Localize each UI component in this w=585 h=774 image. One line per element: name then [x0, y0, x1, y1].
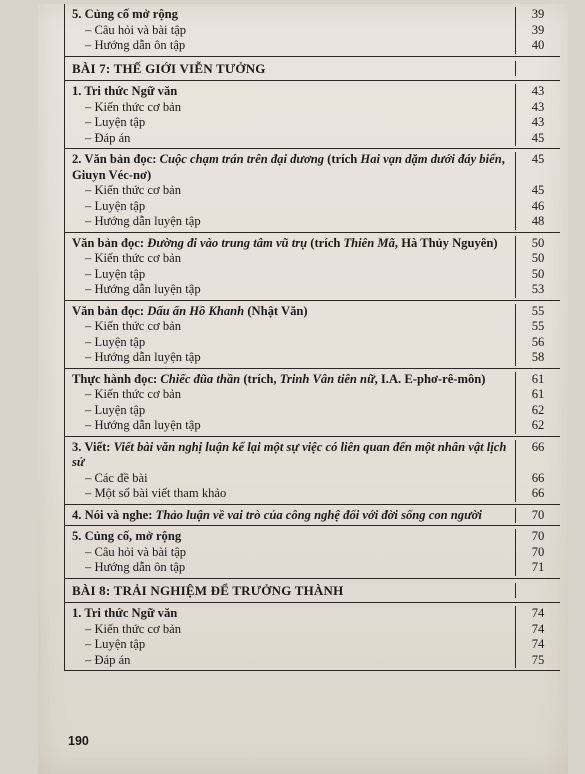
toc-section — [65, 603, 560, 671]
page-ref: 61 — [515, 372, 560, 388]
title-segment: , Giuyn Véc-nơ) — [72, 152, 505, 182]
toc-subitem — [65, 100, 560, 116]
toc-entry — [65, 372, 560, 388]
toc-subitem — [65, 653, 560, 669]
page-ref: 55 — [515, 304, 560, 320]
toc-section — [65, 437, 560, 505]
subitem-page-ref: 39 — [515, 23, 560, 39]
subitem-label: – Luyện tập — [85, 198, 146, 213]
toc-subitem — [65, 418, 560, 434]
title-segment: 4. Nói và nghe: — [72, 507, 156, 522]
subitem-label: – Luyện tập — [85, 115, 146, 129]
subitem-page-ref: 74 — [515, 622, 560, 638]
toc-section — [65, 81, 560, 149]
toc-entry — [65, 508, 560, 524]
toc-entry-title — [65, 529, 515, 545]
toc-entry-title — [65, 508, 515, 524]
subitem-label: – Kiến thức cơ bản — [85, 99, 182, 114]
toc-entry — [65, 583, 560, 599]
subitem-label: – Luyện tập — [85, 334, 146, 349]
toc-entry — [65, 61, 560, 77]
subitem-page-ref: 75 — [515, 653, 560, 669]
toc-entry-title — [65, 236, 515, 252]
subitem-label: – Kiến thức cơ bản — [85, 183, 182, 197]
toc-entry — [65, 304, 560, 320]
page-ref: 50 — [515, 236, 560, 252]
subitem-label: – Hướng dẫn luyện tập — [85, 418, 201, 432]
subitem-page-ref: 56 — [515, 335, 560, 351]
subitem-page-ref: 61 — [515, 387, 560, 403]
subitem-page-ref: 71 — [515, 560, 560, 576]
toc-entry — [65, 529, 560, 545]
toc-section — [65, 369, 560, 437]
title-segment: Trinh Vân tiên nữ — [279, 371, 375, 386]
toc-entry — [65, 606, 560, 622]
toc-subitem — [65, 403, 560, 419]
title-segment: Chiếc đũa thần — [160, 371, 241, 386]
subitem-label: – Hướng dẫn ôn tập — [85, 560, 186, 574]
toc-section — [65, 4, 560, 57]
subitem-page-ref: 43 — [515, 115, 560, 131]
toc-section — [65, 301, 560, 369]
toc-subitem — [65, 622, 560, 638]
subitem-page-ref: 45 — [515, 131, 560, 147]
subitem-page-ref: 74 — [515, 637, 560, 653]
subitem-label: – Kiến thức cơ bản — [85, 251, 182, 265]
toc-section — [65, 149, 560, 233]
toc-entry-title — [65, 7, 515, 23]
subitem-page-ref: 45 — [515, 183, 560, 199]
toc-subitem — [65, 387, 560, 403]
lesson-heading — [65, 579, 560, 604]
toc-subitem — [65, 183, 560, 199]
toc-entry-title — [65, 61, 515, 77]
subitem-label: – Hướng dẫn luyện tập — [85, 350, 201, 364]
subitem-label: – Kiến thức cơ bản — [85, 319, 182, 333]
table-of-contents — [64, 4, 560, 671]
page-ref: 39 — [515, 7, 560, 23]
subitem-label: – Các đề bài — [85, 470, 148, 485]
page-ref: 70 — [515, 508, 560, 524]
title-segment: 1. Tri thức Ngữ văn — [72, 606, 178, 620]
title-segment: (trích — [307, 235, 344, 250]
subitem-label: – Đáp án — [85, 652, 131, 667]
subitem-page-ref: 66 — [515, 486, 560, 502]
title-segment: BÀI 7: THẾ GIỚI VIỄN TƯỞNG — [72, 60, 266, 76]
subitem-page-ref: 58 — [515, 350, 560, 366]
toc-subitem — [65, 282, 560, 298]
toc-entry-title — [65, 372, 515, 388]
toc-entry — [65, 7, 560, 23]
subitem-label: – Câu hỏi và bài tập — [85, 22, 187, 37]
subitem-label: – Hướng dẫn luyện tập — [85, 214, 201, 228]
toc-entry — [65, 236, 560, 252]
subitem-page-ref: 62 — [515, 403, 560, 419]
title-segment: 1. Tri thức Ngữ văn — [72, 84, 178, 98]
book-page — [38, 4, 568, 774]
page-ref: 45 — [515, 152, 560, 183]
subitem-label: – Câu hỏi và bài tập — [85, 544, 187, 559]
toc-entry-title — [65, 152, 515, 183]
title-segment: Đường đi vào trung tâm vũ trụ — [147, 235, 308, 250]
toc-entry — [65, 152, 560, 183]
toc-entry — [65, 84, 560, 100]
subitem-page-ref: 66 — [515, 471, 560, 487]
toc-subitem — [65, 38, 560, 54]
title-segment: Văn bản đọc: — [72, 303, 148, 318]
toc-subitem — [65, 267, 560, 283]
toc-subitem — [65, 637, 560, 653]
subitem-label: – Luyện tập — [85, 402, 146, 417]
title-segment: Thực hành đọc: — [72, 371, 161, 386]
page-ref: 43 — [515, 84, 560, 100]
page-ref — [515, 61, 560, 77]
toc-subitem — [65, 545, 560, 561]
toc-entry-title — [65, 606, 515, 622]
toc-subitem — [65, 560, 560, 576]
toc-entry-title — [65, 304, 515, 320]
toc-entry-title — [65, 583, 515, 599]
toc-subitem — [65, 251, 560, 267]
subitem-page-ref: 50 — [515, 267, 560, 283]
title-segment: 5. Củng cố, mở rộng — [72, 529, 182, 543]
subitem-label: – Kiến thức cơ bản — [85, 387, 182, 401]
toc-section — [65, 233, 560, 301]
subitem-page-ref: 70 — [515, 545, 560, 561]
title-segment: 2. Văn bản đọc: — [72, 152, 160, 166]
subitem-label: – Kiến thức cơ bản — [85, 621, 182, 636]
lesson-heading — [65, 57, 560, 82]
toc-section — [65, 526, 560, 579]
title-segment: BÀI 8: TRẢI NGHIỆM ĐỂ TRƯỞNG THÀNH — [72, 582, 344, 598]
subitem-page-ref: 53 — [515, 282, 560, 298]
subitem-page-ref: 40 — [515, 38, 560, 54]
toc-subitem — [65, 131, 560, 147]
title-segment: Thảo luận về vai trò của công nghệ đối với đời sống con người — [155, 507, 482, 522]
page-ref — [515, 583, 560, 599]
toc-entry-title — [65, 440, 515, 471]
toc-subitem — [65, 471, 560, 487]
toc-subitem — [65, 214, 560, 230]
subitem-label: – Luyện tập — [85, 266, 146, 281]
subitem-label: – Hướng dẫn ôn tập — [85, 38, 186, 52]
title-segment: 3. Viết: — [72, 439, 114, 454]
subitem-label: – Luyện tập — [85, 637, 146, 651]
title-segment: Hai vạn dặm dưới đáy biển — [360, 152, 502, 166]
subitem-page-ref: 43 — [515, 100, 560, 116]
page-ref: 66 — [515, 440, 560, 471]
title-segment: (trích — [324, 152, 361, 166]
toc-entry-title — [65, 84, 515, 100]
toc-entry — [65, 440, 560, 471]
toc-subitem — [65, 23, 560, 39]
title-segment: (Nhật Văn) — [244, 303, 308, 318]
page-ref: 74 — [515, 606, 560, 622]
title-segment: Viết bài văn nghị luận kể lại một sự việc có liên quan đến một nhân vật lịch sử — [72, 439, 507, 469]
title-segment: 5. Củng cố mở rộng — [72, 7, 178, 21]
title-segment: , Hà Thủy Nguyên) — [394, 235, 498, 250]
title-segment: , I.A. E-phơ-rê-môn) — [374, 371, 486, 386]
title-segment: Cuộc chạm trán trên đại dương — [159, 152, 325, 166]
subitem-label: – Đáp án — [85, 130, 131, 145]
title-segment: Văn bản đọc: — [72, 235, 148, 250]
toc-section — [65, 505, 560, 527]
subitem-page-ref: 62 — [515, 418, 560, 434]
subitem-page-ref: 50 — [515, 251, 560, 267]
toc-subitem — [65, 199, 560, 215]
page-number: 190 — [68, 734, 89, 748]
toc-subitem — [65, 350, 560, 366]
title-segment: Thiên Mã — [343, 235, 395, 250]
toc-subitem — [65, 335, 560, 351]
subitem-label: – Hướng dẫn luyện tập — [85, 282, 201, 296]
subitem-page-ref: 46 — [515, 199, 560, 215]
toc-subitem — [65, 319, 560, 335]
page-ref: 70 — [515, 529, 560, 545]
title-segment: Dấu ấn Hồ Khanh — [147, 303, 245, 318]
subitem-label: – Một số bài viết tham khảo — [85, 486, 227, 500]
subitem-page-ref: 48 — [515, 214, 560, 230]
title-segment: (trích, — [240, 371, 280, 386]
toc-subitem — [65, 486, 560, 502]
subitem-page-ref: 55 — [515, 319, 560, 335]
toc-subitem — [65, 115, 560, 131]
